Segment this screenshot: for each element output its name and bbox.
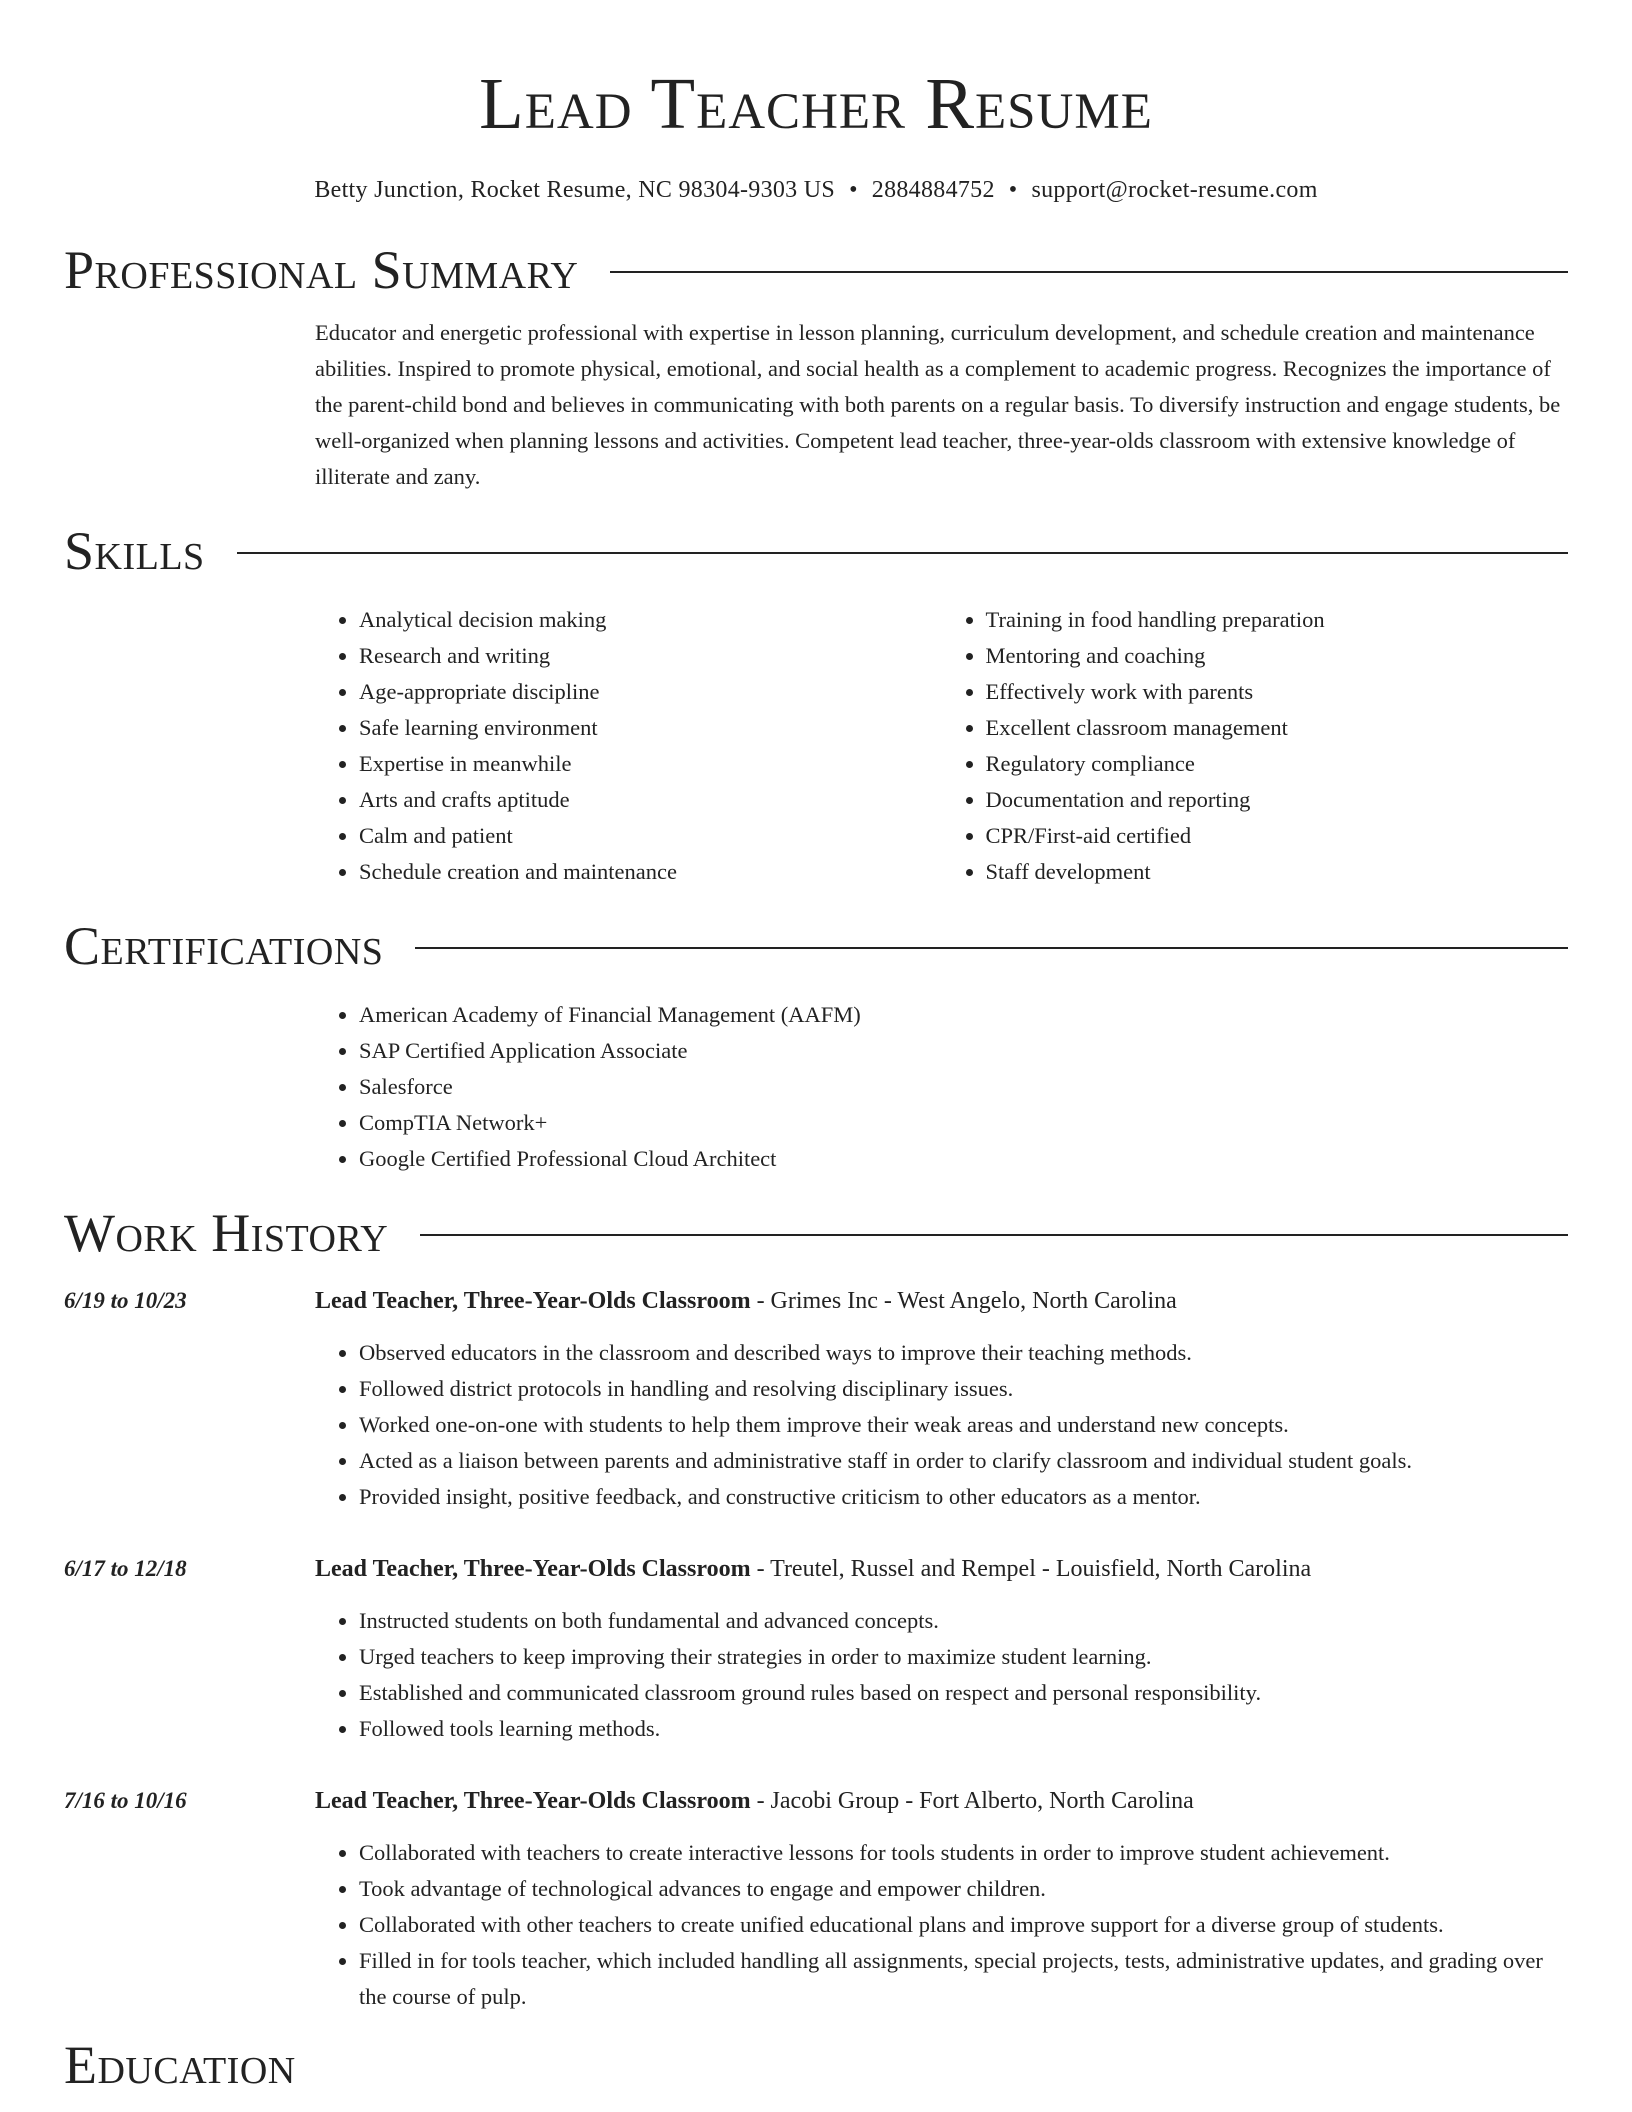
- section-divider: [610, 271, 1568, 273]
- job-duties: [315, 1335, 1568, 1515]
- contact-phone: 2884884752: [871, 177, 995, 203]
- skill-item: • Calm and patient: [359, 818, 942, 854]
- certifications-list: [315, 997, 1568, 1177]
- skill-item: • Effectively work with parents: [986, 674, 1569, 710]
- section-divider: [415, 947, 1568, 949]
- job-duty-item: • Filled in for tools teacher, which included handling all assignments, special projects, tests, administrative updates, and grading over the course of pulp.: [359, 1943, 1568, 2015]
- section-divider: [420, 1234, 1568, 1236]
- job-entry: [64, 1553, 1568, 1747]
- skill-item: • Age-appropriate discipline: [359, 674, 942, 710]
- certification-item: • SAP Certified Application Associate: [359, 1033, 1568, 1069]
- summary-section-header: [64, 240, 1568, 300]
- skill-item: • Research and writing: [359, 638, 942, 674]
- skill-item: • Documentation and reporting: [986, 782, 1569, 818]
- job-title-line: [315, 1285, 1177, 1317]
- certifications-heading: Certifications: [64, 916, 384, 976]
- job-title-line: [315, 1785, 1194, 1817]
- work-history-section-header: [64, 1203, 1568, 1263]
- job-employer: - Treutel, Russel and Rempel - Louisfield, North Carolina: [750, 1556, 1312, 1582]
- contact-separator: •: [849, 177, 858, 203]
- certification-item: • Salesforce: [359, 1069, 1568, 1105]
- job-duty-item: • Worked one-on-one with students to help them improve their weak areas and understand new concepts.: [359, 1407, 1568, 1443]
- job-entry: [64, 1285, 1568, 1515]
- job-title-line: [315, 1553, 1311, 1585]
- job-entry: [64, 1785, 1568, 2015]
- work-history-heading: Work History: [64, 1203, 389, 1263]
- job-duty-item: • Instructed students on both fundamental and advanced concepts.: [359, 1603, 1568, 1639]
- job-duty-item: • Acted as a liaison between parents and administrative staff in order to clarify classroom and individual student goals.: [359, 1443, 1568, 1479]
- contact-address: Betty Junction, Rocket Resume, NC 98304-9303 US: [314, 177, 836, 203]
- job-title: Lead Teacher, Three-Year-Olds Classroom: [315, 1288, 751, 1314]
- skill-item: • Arts and crafts aptitude: [359, 782, 942, 818]
- skill-item: • Excellent classroom management: [986, 710, 1569, 746]
- skill-item: • Regulatory compliance: [986, 746, 1569, 782]
- skills-column-left: [315, 602, 942, 890]
- skill-item: • Schedule creation and maintenance: [359, 854, 942, 890]
- job-duty-item: • Provided insight, positive feedback, and constructive criticism to other educators as a mentor.: [359, 1479, 1568, 1515]
- education-section-header: [64, 2035, 1568, 2095]
- job-header: [64, 1553, 1568, 1585]
- job-employer: - Grimes Inc - West Angelo, North Carolina: [750, 1288, 1177, 1314]
- skill-item: • Mentoring and coaching: [986, 638, 1569, 674]
- job-header: [64, 1285, 1568, 1317]
- job-dates: 6/19 to 10/23: [64, 1288, 187, 1313]
- job-duty-item: • Urged teachers to keep improving their strategies in order to maximize student learning.: [359, 1639, 1568, 1675]
- job-duty-item: • Took advantage of technological advances to engage and empower children.: [359, 1871, 1568, 1907]
- skill-item: • CPR/First-aid certified: [986, 818, 1569, 854]
- summary-text: Educator and energetic professional with expertise in lesson planning, curriculum development, and schedule creation and maintenance abilities. Inspired to promote physical, emotional, and social health as a complement to academic progress. Recognizes the importance of the parent-child bond and believes in communicating with both parents on a regular basis. To diversify instruction and engage students, be well-organized when planning lessons and activities. Competent lead teacher, three-year-olds classroom with extensive knowledge of illiterate and zany.: [315, 320, 1561, 489]
- job-duties: [315, 1603, 1568, 1747]
- job-employer: - Jacobi Group - Fort Alberto, North Carolina: [750, 1788, 1194, 1814]
- job-dates: 6/17 to 12/18: [64, 1556, 187, 1581]
- job-title: Lead Teacher, Three-Year-Olds Classroom: [315, 1788, 751, 1814]
- certifications-section-header: [64, 916, 1568, 976]
- resume-page: [64, 0, 1568, 2095]
- contact-email: support@rocket-resume.com: [1031, 177, 1318, 203]
- job-header: [64, 1785, 1568, 1817]
- skills-list: [315, 602, 1568, 890]
- certification-item: • Google Certified Professional Cloud Architect: [359, 1141, 1568, 1177]
- certification-item: • American Academy of Financial Management (AAFM): [359, 997, 1568, 1033]
- skills-column-right: [942, 602, 1569, 890]
- job-title: Lead Teacher, Three-Year-Olds Classroom: [315, 1556, 751, 1582]
- certification-item: • CompTIA Network+: [359, 1105, 1568, 1141]
- job-duty-item: • Collaborated with other teachers to create unified educational plans and improve support for a diverse group of students.: [359, 1907, 1568, 1943]
- job-duty-item: • Established and communicated classroom ground rules based on respect and personal responsibility.: [359, 1675, 1568, 1711]
- job-duties: [315, 1835, 1568, 2015]
- job-duty-item: • Followed district protocols in handling and resolving disciplinary issues.: [359, 1371, 1568, 1407]
- section-divider: [237, 552, 1568, 554]
- job-duty-item: • Observed educators in the classroom and described ways to improve their teaching methods.: [359, 1335, 1568, 1371]
- contact-line: [64, 174, 1568, 206]
- skill-item: • Staff development: [986, 854, 1569, 890]
- job-duty-item: • Followed tools learning methods.: [359, 1711, 1568, 1747]
- contact-separator: •: [1008, 177, 1018, 203]
- education-heading: Education: [64, 2035, 296, 2095]
- skill-item: • Safe learning environment: [359, 710, 942, 746]
- skills-heading: Skills: [64, 521, 205, 581]
- summary-heading: Professional Summary: [64, 240, 579, 300]
- skill-item: • Expertise in meanwhile: [359, 746, 942, 782]
- job-duty-item: • Collaborated with teachers to create interactive lessons for tools students in order to improve student achievement.: [359, 1835, 1568, 1871]
- job-dates: 7/16 to 10/16: [64, 1788, 187, 1813]
- skill-item: • Analytical decision making: [359, 602, 942, 638]
- skill-item: • Training in food handling preparation: [986, 602, 1569, 638]
- resume-title: Lead Teacher Resume: [479, 63, 1153, 144]
- skills-section-header: [64, 521, 1568, 581]
